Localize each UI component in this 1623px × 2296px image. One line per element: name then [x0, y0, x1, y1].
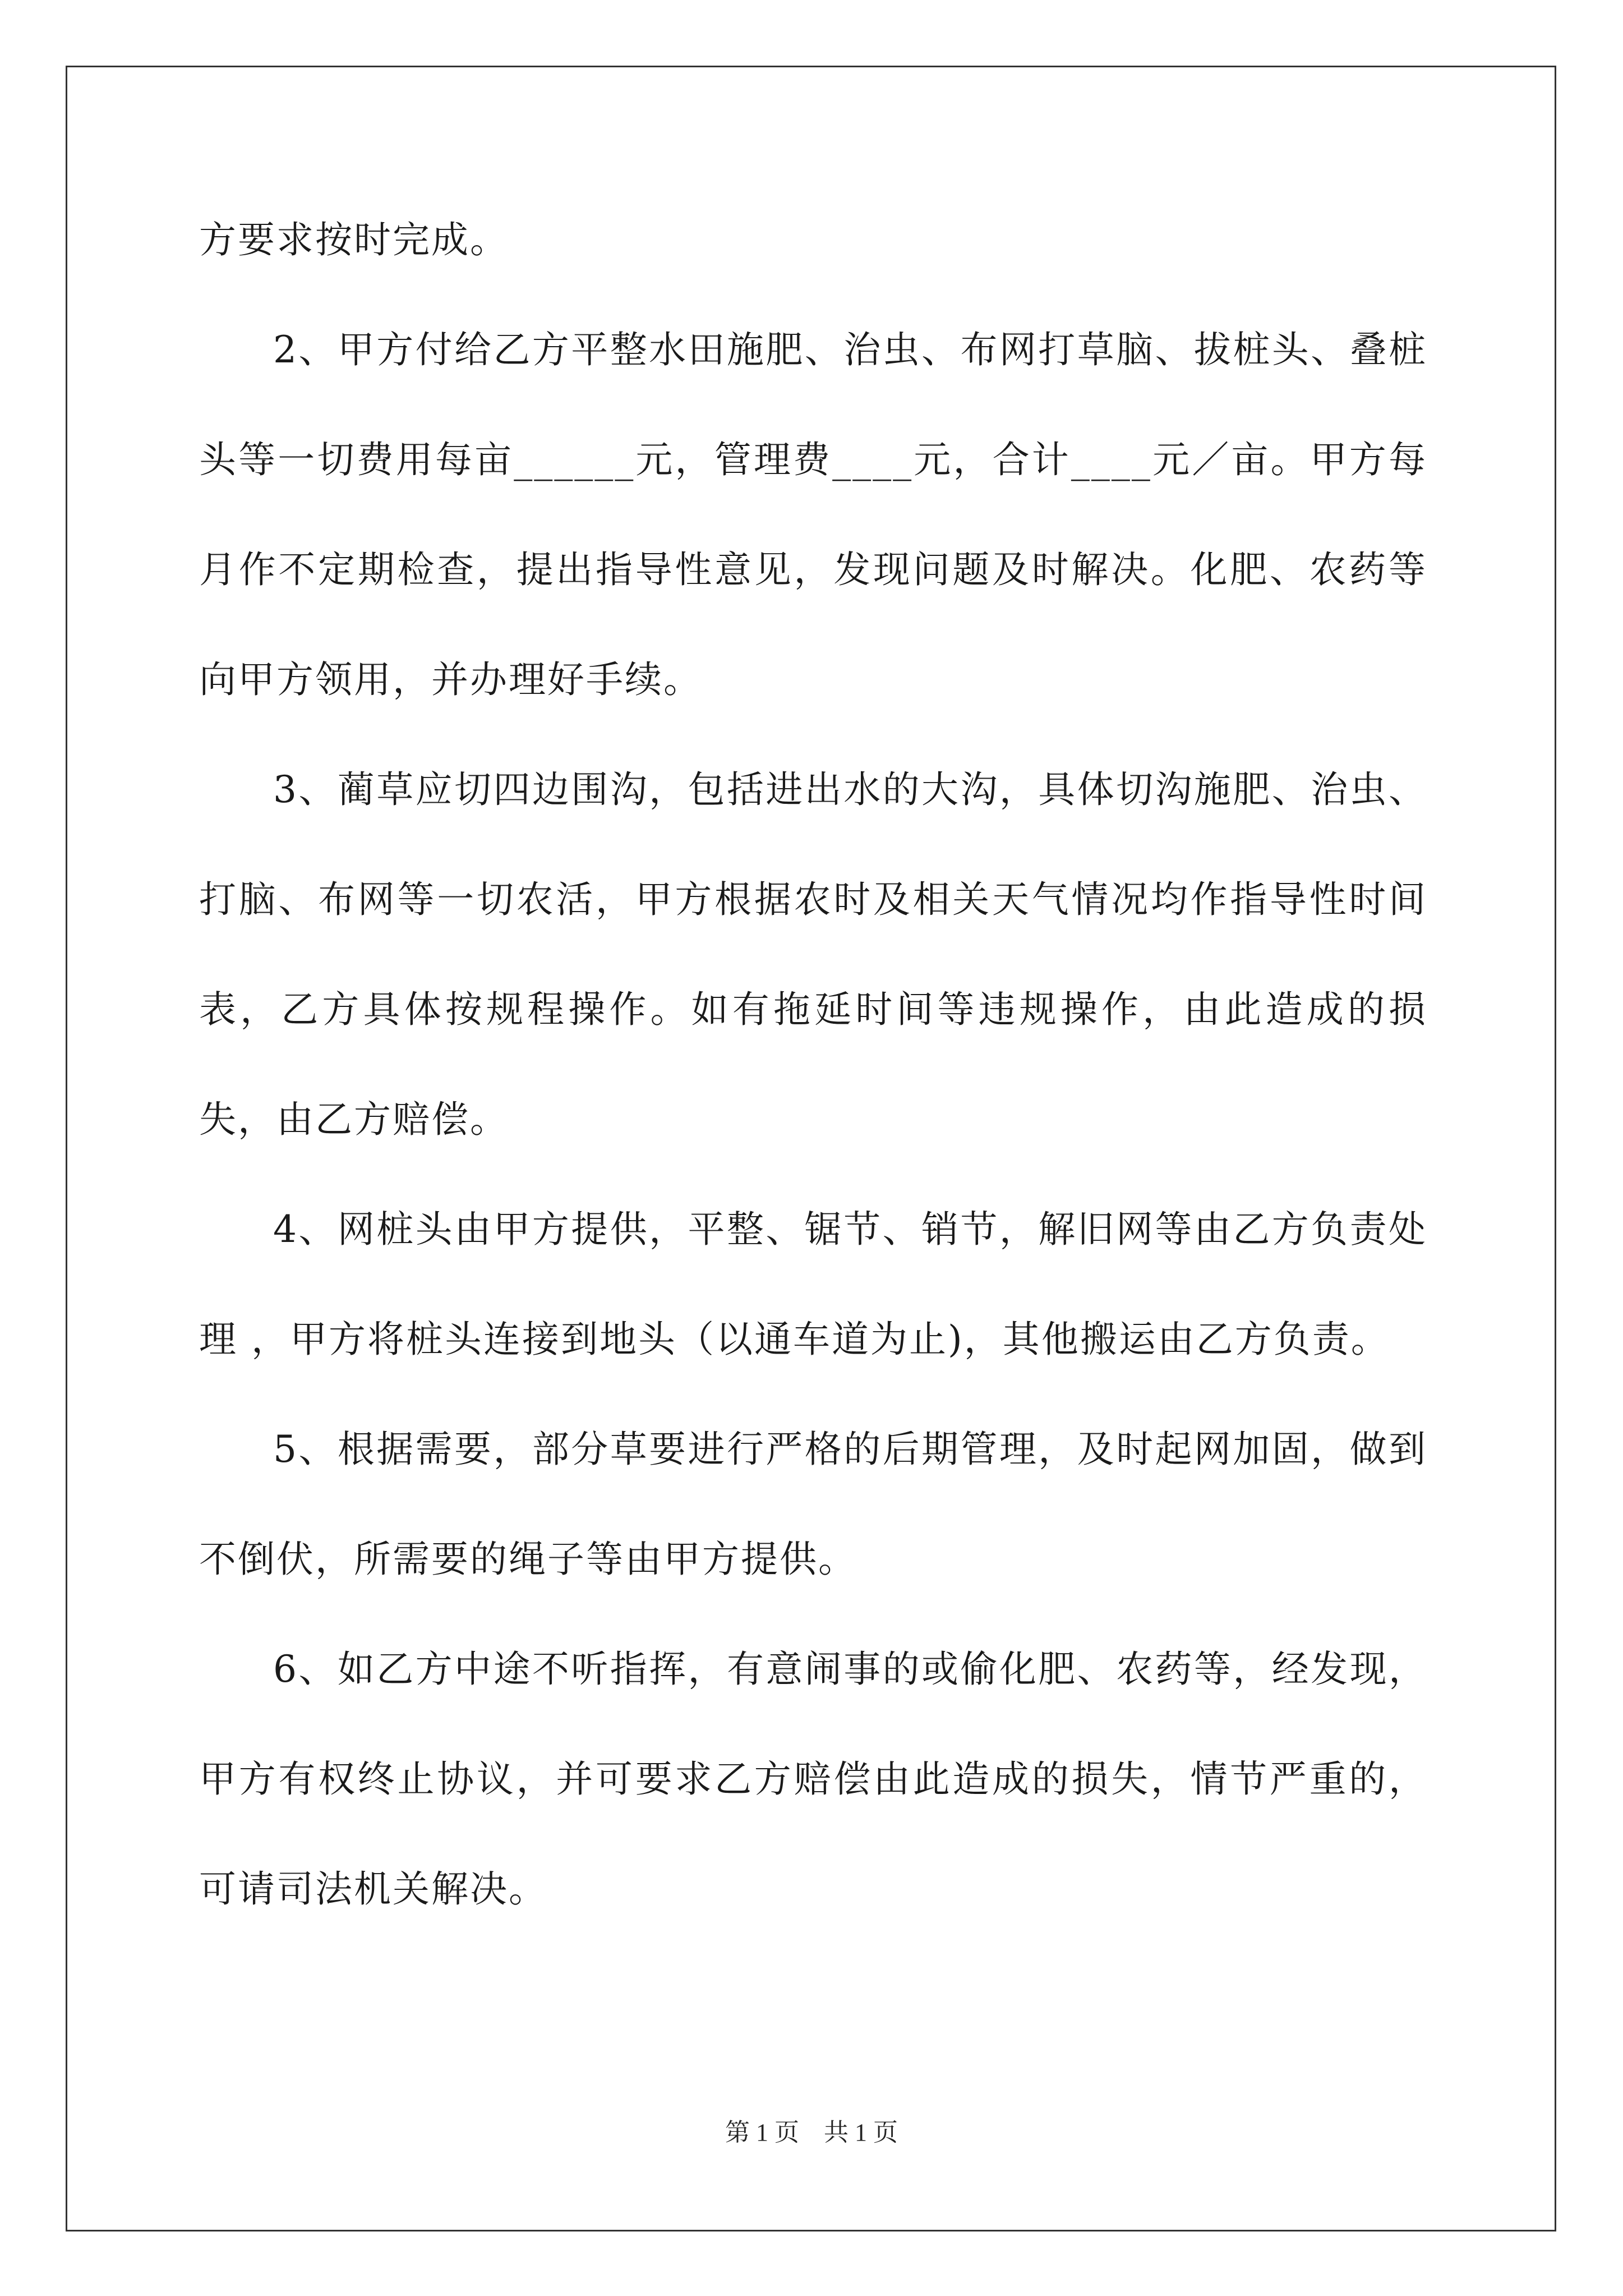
- document-body: [199, 185, 1427, 1944]
- paragraph-continuation: 方要求按时完成。: [199, 218, 509, 261]
- paragraph-clause-3: 3、蔺草应切四边围沟，包括进出水的大沟，具体切沟施肥、治虫、打脑、布网等一切农活，甲方根据农时及相关天气情况均作指导性时间表，乙方具体按规程操作。如有拖延时间等违规操作，由此造成的损失，由乙方赔偿。: [199, 768, 1427, 1141]
- paragraph-clause-5: 5、根据需要，部分草要进行严格的后期管理，及时起网加固，做到不倒伏，所需要的绳子等由甲方提供。: [199, 1428, 1427, 1581]
- page-number-footer: 第 1 页 共 1 页: [725, 2119, 898, 2146]
- paragraph-clause-6: 6、如乙方中途不听指挥，有意闹事的或偷化肥、农药等，经发现，甲方有权终止协议，并可要求乙方赔偿由此造成的损失，情节严重的，可请司法机关解决。: [199, 1648, 1427, 1911]
- paragraph-clause-2: 2、甲方付给乙方平整水田施肥、治虫、布网打草脑、拔桩头、叠桩头等一切费用每亩______元，管理费____元，合计____元／亩。甲方每月作不定期检查，提出指导性意见，发现问题及时解决。化肥、农药等向甲方领用，并办理好手续。: [199, 328, 1427, 701]
- paragraph-clause-4: 4、网桩头由甲方提供，平整、锯节、销节，解旧网等由乙方负责处理 ，甲方将桩头连接到地头（以通车道为止)，其他搬运由乙方负责。: [199, 1208, 1427, 1361]
